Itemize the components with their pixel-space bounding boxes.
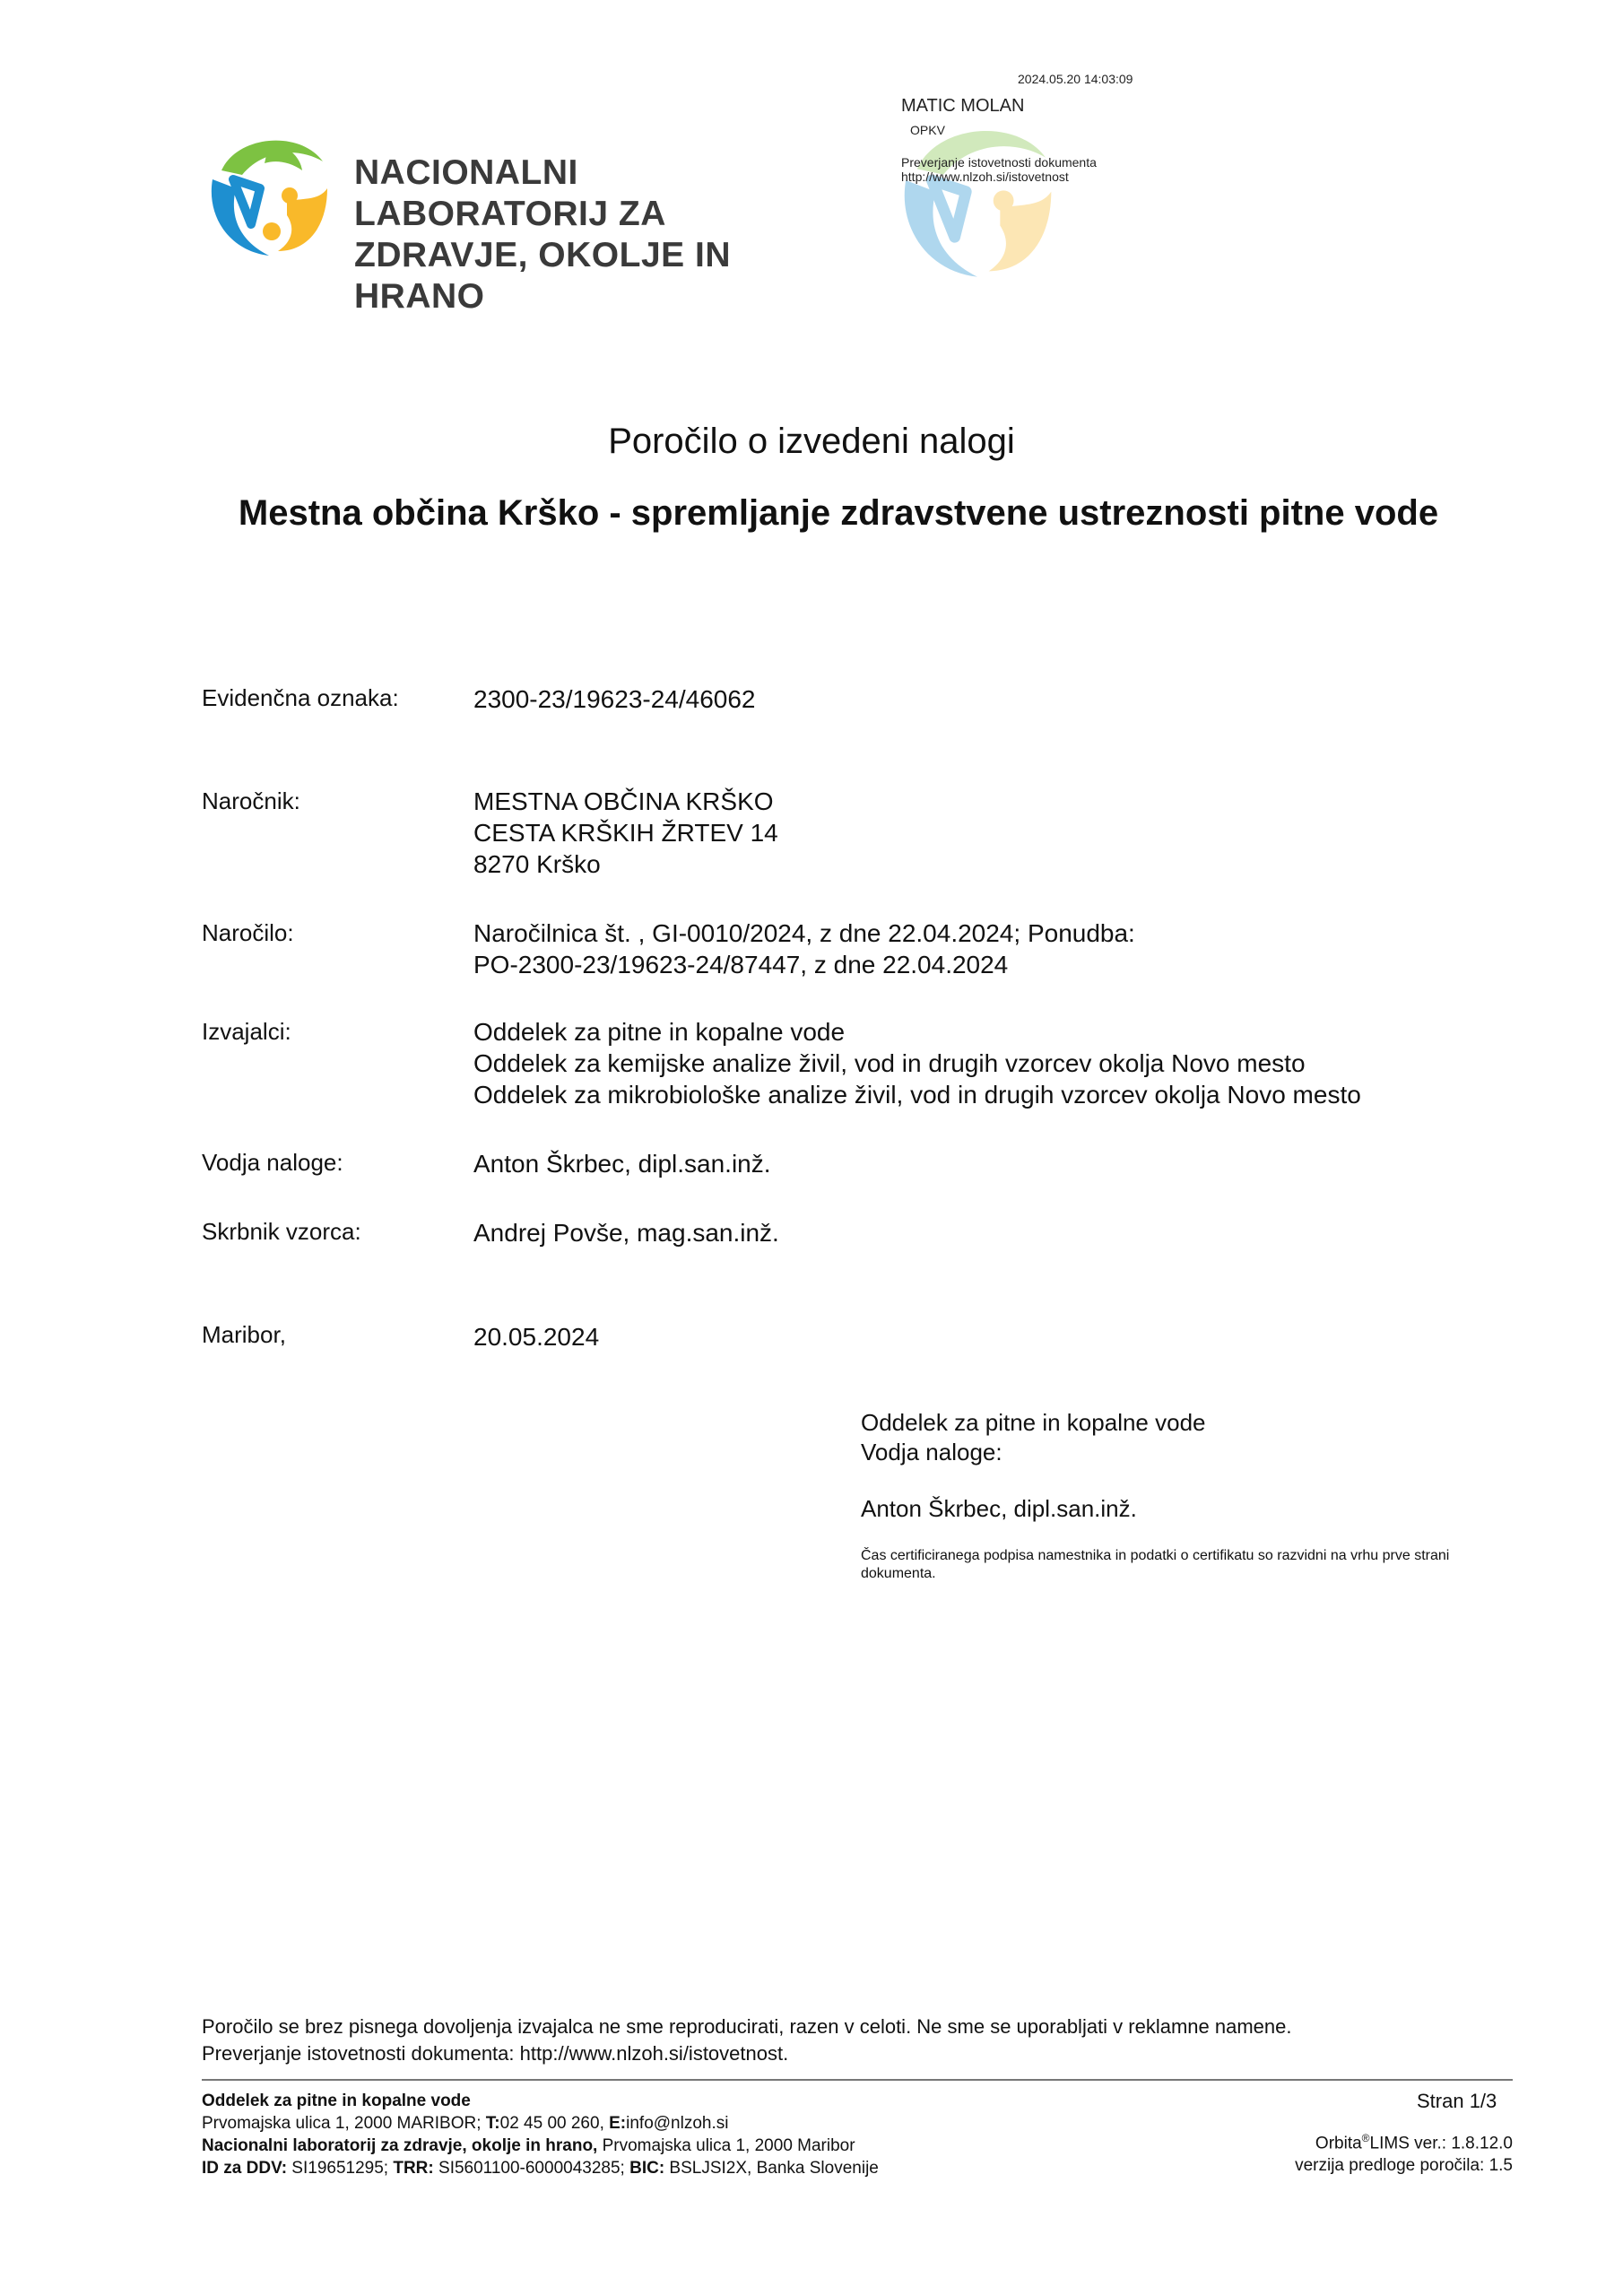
narocnik-line: 8270 Krško <box>473 850 601 878</box>
date-value: 20.05.2024 <box>473 1323 600 1351</box>
footer-institution-address: Prvomajska ulica 1, 2000 Maribor <box>597 2136 855 2155</box>
footer-disclaimer-line: Poročilo se brez pisnega dovoljenja izvajalca ne sme reproducirati, razen v celoti. Ne sme se uporabljati v reklamne namene. <box>202 2015 1292 2038</box>
footer-institution: Nacionalni laboratorij za zdravje, okolje in hrano, <box>202 2136 598 2155</box>
page-number: Stran 1/3 <box>1417 2090 1497 2112</box>
footer-dept: Oddelek za pitne in kopalne vode <box>202 2092 471 2110</box>
narocnik-label: Naročnik: <box>202 787 300 814</box>
izvajalci-line: Oddelek za mikrobiološke analize živil, vod in drugih vzorcev okolja Novo mesto <box>473 1081 1361 1109</box>
narocilo-line: Naročilnica št. , GI-0010/2024, z dne 22.04.2024; Ponudba: <box>473 919 1135 947</box>
narocilo-line: PO-2300-23/19623-24/87447, z dne 22.04.2024 <box>473 951 1009 978</box>
signature-block <box>861 1408 1206 1524</box>
footer-phone: 02 45 00 260, <box>499 2114 610 2133</box>
signature-name: Anton Škrbec, dipl.san.inž. <box>861 1495 1137 1522</box>
narocnik-line: CESTA KRŠKIH ŽRTEV 14 <box>473 819 778 847</box>
logo-line-2: ZDRAVJE, OKOLJE IN HRANO <box>354 236 732 316</box>
signature-role: Vodja naloge: <box>861 1439 1002 1465</box>
report-title: Poročilo o izvedeni nalogi <box>608 422 1015 461</box>
stamp-datetime: 2024.05.20 14:03:09 <box>1018 72 1133 86</box>
stamp-verify-link[interactable]: http://www.nlzoh.si/istovetnost <box>901 170 1069 184</box>
logo-line-1: NACIONALNI LABORATORIJ ZA <box>354 153 666 233</box>
stamp-emblem-icon <box>892 112 1063 283</box>
nlzoh-logo-icon <box>202 126 336 260</box>
vodja-value: Anton Škrbec, dipl.san.inž. <box>473 1150 771 1178</box>
narocnik-value <box>473 786 778 880</box>
footer-bic-label: BIC: <box>629 2159 665 2178</box>
narocilo-value <box>473 918 1135 980</box>
stamp-signer-name: MATIC MOLAN <box>901 96 1025 116</box>
footer-phone-label: T: <box>485 2114 500 2133</box>
skrbnik-label: Skrbnik vzorca: <box>202 1218 361 1245</box>
lims-version: LIMS ver.: 1.8.12.0 <box>1369 2134 1513 2153</box>
lims-registered: ® <box>1361 2132 1370 2144</box>
report-subtitle: Mestna občina Krško - spremljanje zdravstvene ustreznosti pitne vode <box>238 493 1439 533</box>
footer-contact <box>202 2090 879 2179</box>
signature-note: Čas certificiranega podpisa namestnika in podatki o certifikatu so razvidni na vrhu prve strani dokumenta. <box>861 1548 1450 1581</box>
evidencna-label: Evidenčna oznaka: <box>202 684 399 711</box>
footer-bic: BSLJSI2X, Banka Slovenije <box>664 2159 879 2178</box>
vodja-label: Vodja naloge: <box>202 1149 343 1176</box>
skrbnik-value: Andrej Povše, mag.san.inž. <box>473 1219 779 1247</box>
footer-divider <box>202 2079 1513 2081</box>
place-label: Maribor, <box>202 1321 286 1348</box>
izvajalci-line: Oddelek za kemijske analize živil, vod in drugih vzorcev okolja Novo mesto <box>473 1049 1306 1077</box>
footer-verify-line: Preverjanje istovetnosti dokumenta: http://www.nlzoh.si/istovetnost. <box>202 2042 789 2065</box>
evidencna-value: 2300-23/19623-24/46062 <box>473 685 756 713</box>
nlzoh-logo <box>202 126 812 316</box>
footer-lims-info <box>1255 2127 1513 2177</box>
lims-name: Orbita <box>1315 2134 1362 2153</box>
stamp-verify-text: Preverjanje istovetnosti dokumenta <box>901 155 1097 170</box>
signature-dept: Oddelek za pitne in kopalne vode <box>861 1409 1206 1436</box>
izvajalci-value <box>473 1016 1361 1110</box>
footer-email-label: E: <box>609 2114 627 2133</box>
footer-trr-label: TRR: <box>393 2159 434 2178</box>
narocilo-label: Naročilo: <box>202 919 294 946</box>
stamp-org: OPKV <box>910 123 945 137</box>
digital-signature-stamp <box>892 67 1161 274</box>
footer-disclaimer <box>202 2013 1292 2067</box>
narocnik-line: MESTNA OBČINA KRŠKO <box>473 787 774 815</box>
template-version: verzija predloge poročila: 1.5 <box>1295 2156 1513 2176</box>
footer-vat: SI19651295; <box>287 2159 394 2178</box>
izvajalci-label: Izvajalci: <box>202 1018 291 1045</box>
izvajalci-line: Oddelek za pitne in kopalne vode <box>473 1018 846 1046</box>
footer-email[interactable]: info@nlzoh.si <box>626 2114 729 2133</box>
footer-address: Prvomajska ulica 1, 2000 MARIBOR; <box>202 2114 486 2133</box>
footer-trr: SI5601100-6000043285; <box>433 2159 630 2178</box>
footer-vat-label: ID za DDV: <box>202 2159 288 2178</box>
